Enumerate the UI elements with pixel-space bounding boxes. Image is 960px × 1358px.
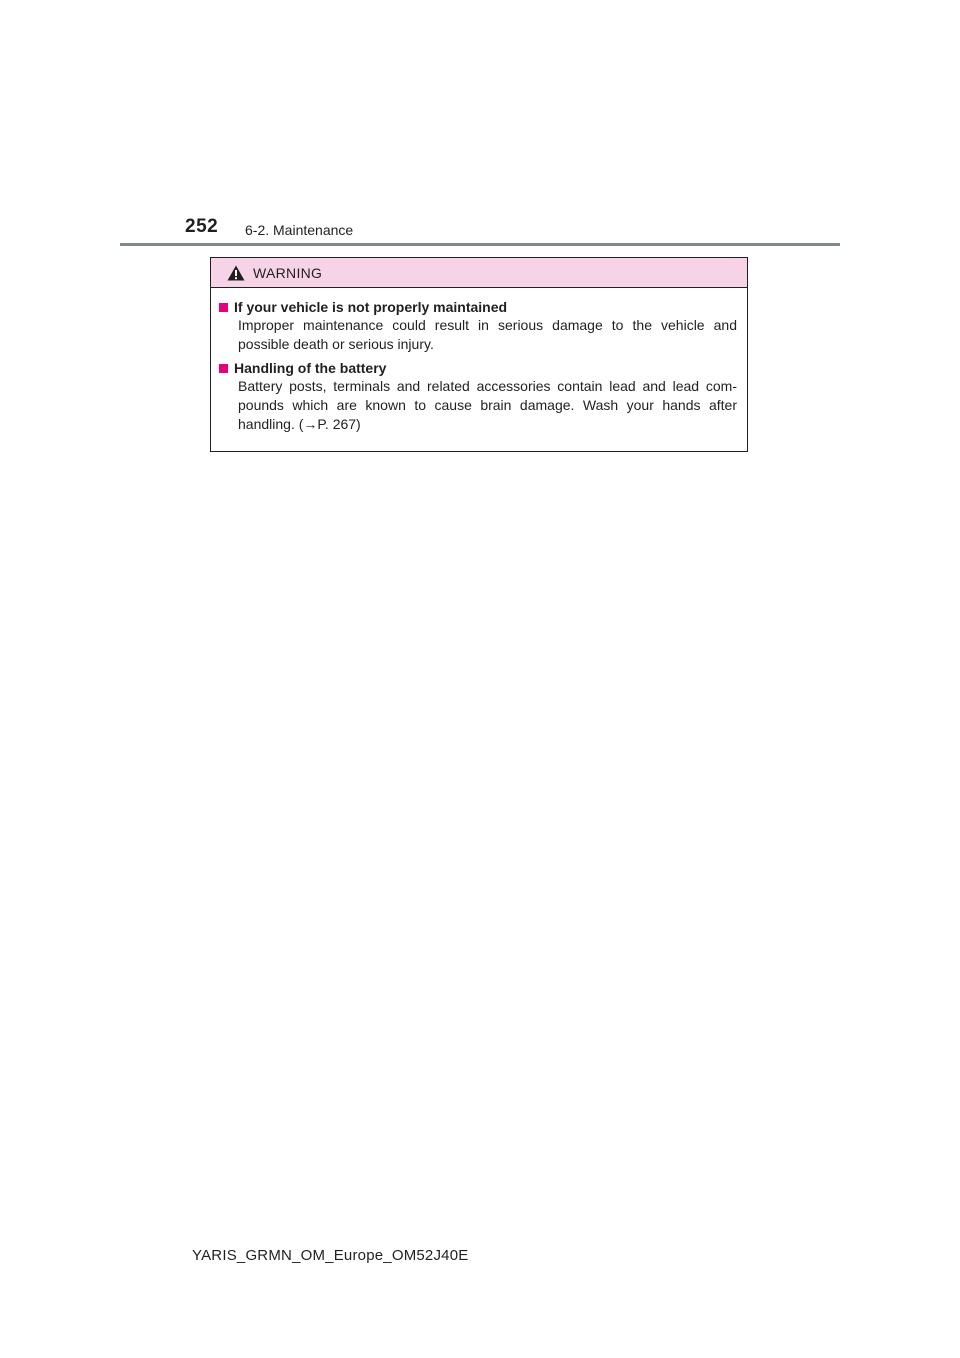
warning-item-text: Battery posts, terminals and related accessories contain lead and lead com-pounds which are known to cause brain damage. Wash your hands after handling. (→P. 267) (238, 378, 737, 432)
warning-item-title-text: If your vehicle is not properly maintained (234, 299, 508, 315)
square-bullet-icon (219, 303, 228, 312)
warning-label: WARNING (253, 264, 323, 281)
header-divider (120, 243, 840, 246)
page-number: 252 (185, 216, 219, 237)
warning-header (211, 258, 747, 288)
warning-item-title-text: Handling of the battery (234, 360, 387, 376)
warning-item (219, 298, 737, 354)
section-title: 6-2. Maintenance (245, 222, 354, 238)
warning-item (219, 359, 737, 434)
warning-body (211, 288, 747, 434)
warning-item-text: Improper maintenance could result in serious damage to the vehicle and possible death or serious injury. (238, 317, 737, 352)
warning-item-title (219, 298, 737, 316)
warning-box (210, 257, 748, 452)
square-bullet-icon (219, 364, 228, 373)
warning-triangle-icon (227, 265, 245, 281)
document-id: YARIS_GRMN_OM_Europe_OM52J40E (192, 1247, 469, 1264)
warning-item-title (219, 359, 737, 377)
